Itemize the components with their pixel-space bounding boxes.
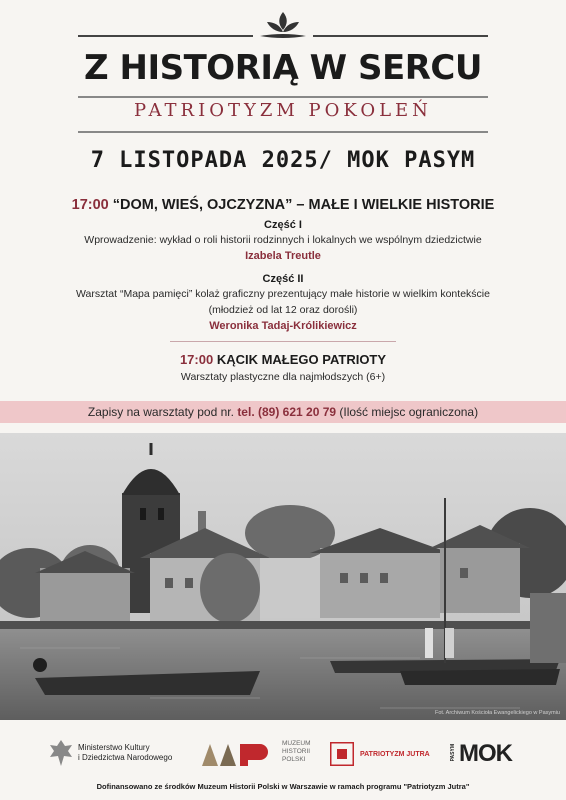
event1-title: “DOM, WIEŚ, OJCZYZNA” – MAŁE I WIELKIE HISTORIE: [112, 197, 495, 213]
subtitle-divider: [78, 131, 488, 133]
page-subtitle: PATRIOTYZM POKOLEŃ: [134, 100, 432, 121]
museum-logo: [200, 730, 310, 778]
part1-description: Wprowadzenie: wykład o roli historii rodzinnych i lokalnych we wspólnym dziedzictwie: [84, 234, 482, 246]
signup-prefix: Zapisy na warsztaty pod nr.: [87, 405, 234, 419]
historical-town-photo: [0, 433, 566, 720]
museum-mark-icon: [200, 740, 278, 768]
museum-name-line1: MUZEUM: [282, 740, 311, 747]
ministry-name-line2: i Dziedzictwa Narodowego: [78, 753, 173, 762]
signup-banner: [0, 401, 566, 423]
event2-title: KĄCIK MAŁEGO PATRIOTY: [216, 352, 387, 367]
part1-label: Część I: [264, 219, 302, 231]
page-title: Z HISTORIĄ W SERCU: [84, 48, 482, 88]
ornament-line-left: [78, 35, 253, 37]
part2-note: (młodzież od lat 12 oraz dorośli): [208, 304, 358, 316]
signup-phone: tel. (89) 621 20 79: [237, 405, 337, 419]
signup-suffix: (Ilość miejsc ograniczona): [339, 405, 479, 419]
photo-credit: Fot. Archiwum Kościoła Ewangelickiego w Pasymiu: [434, 710, 560, 716]
title-divider: [78, 96, 488, 98]
event-date: 7 LISTOPADA 2025/ MOK PASYM: [90, 148, 476, 173]
event2-time: 17:00: [179, 352, 214, 367]
ministry-logo: [48, 730, 178, 778]
patriotyzm-mark-icon: [330, 742, 354, 766]
patriotyzm-jutra-text: PATRIOTYZM JUTRA: [360, 751, 430, 758]
part1-speaker: Izabela Treutle: [245, 250, 321, 262]
section-divider: [170, 341, 396, 342]
ornament-line-right: [313, 35, 488, 37]
part2-description: Warsztat “Mapa pamięci” kolaż graficzny prezentujący małe historie w wielkim kontekście: [76, 288, 490, 300]
event2-heading: [0, 352, 566, 367]
sponsor-logos: [0, 730, 566, 778]
leaf-ornament-icon: [258, 10, 308, 42]
event1-heading: [0, 197, 566, 213]
ministry-name-line1: Ministerstwo Kultury: [78, 743, 150, 752]
part2-speaker: Weronika Tadaj-Królikiewicz: [209, 320, 357, 332]
header-ornament: [78, 8, 488, 36]
patriotyzm-jutra-logo: [330, 730, 440, 778]
funding-footer: Dofinansowano ze środków Muzeum Historii Polski w Warszawie w ramach programu "Patriotyzm Jutra": [96, 782, 470, 791]
part2-label: Część II: [262, 273, 304, 285]
museum-name-line2: HISTORII: [282, 748, 311, 755]
museum-name-line3: POLSKI: [282, 756, 306, 763]
mok-small-text: PASYM: [450, 744, 456, 762]
mok-text: MOK: [459, 740, 512, 767]
event2-description: Warsztaty plastyczne dla najmłodszych (6+): [180, 371, 386, 383]
event1-time: 17:00: [71, 197, 109, 213]
eagle-emblem-icon: [48, 738, 74, 768]
mok-logo: [450, 730, 530, 778]
